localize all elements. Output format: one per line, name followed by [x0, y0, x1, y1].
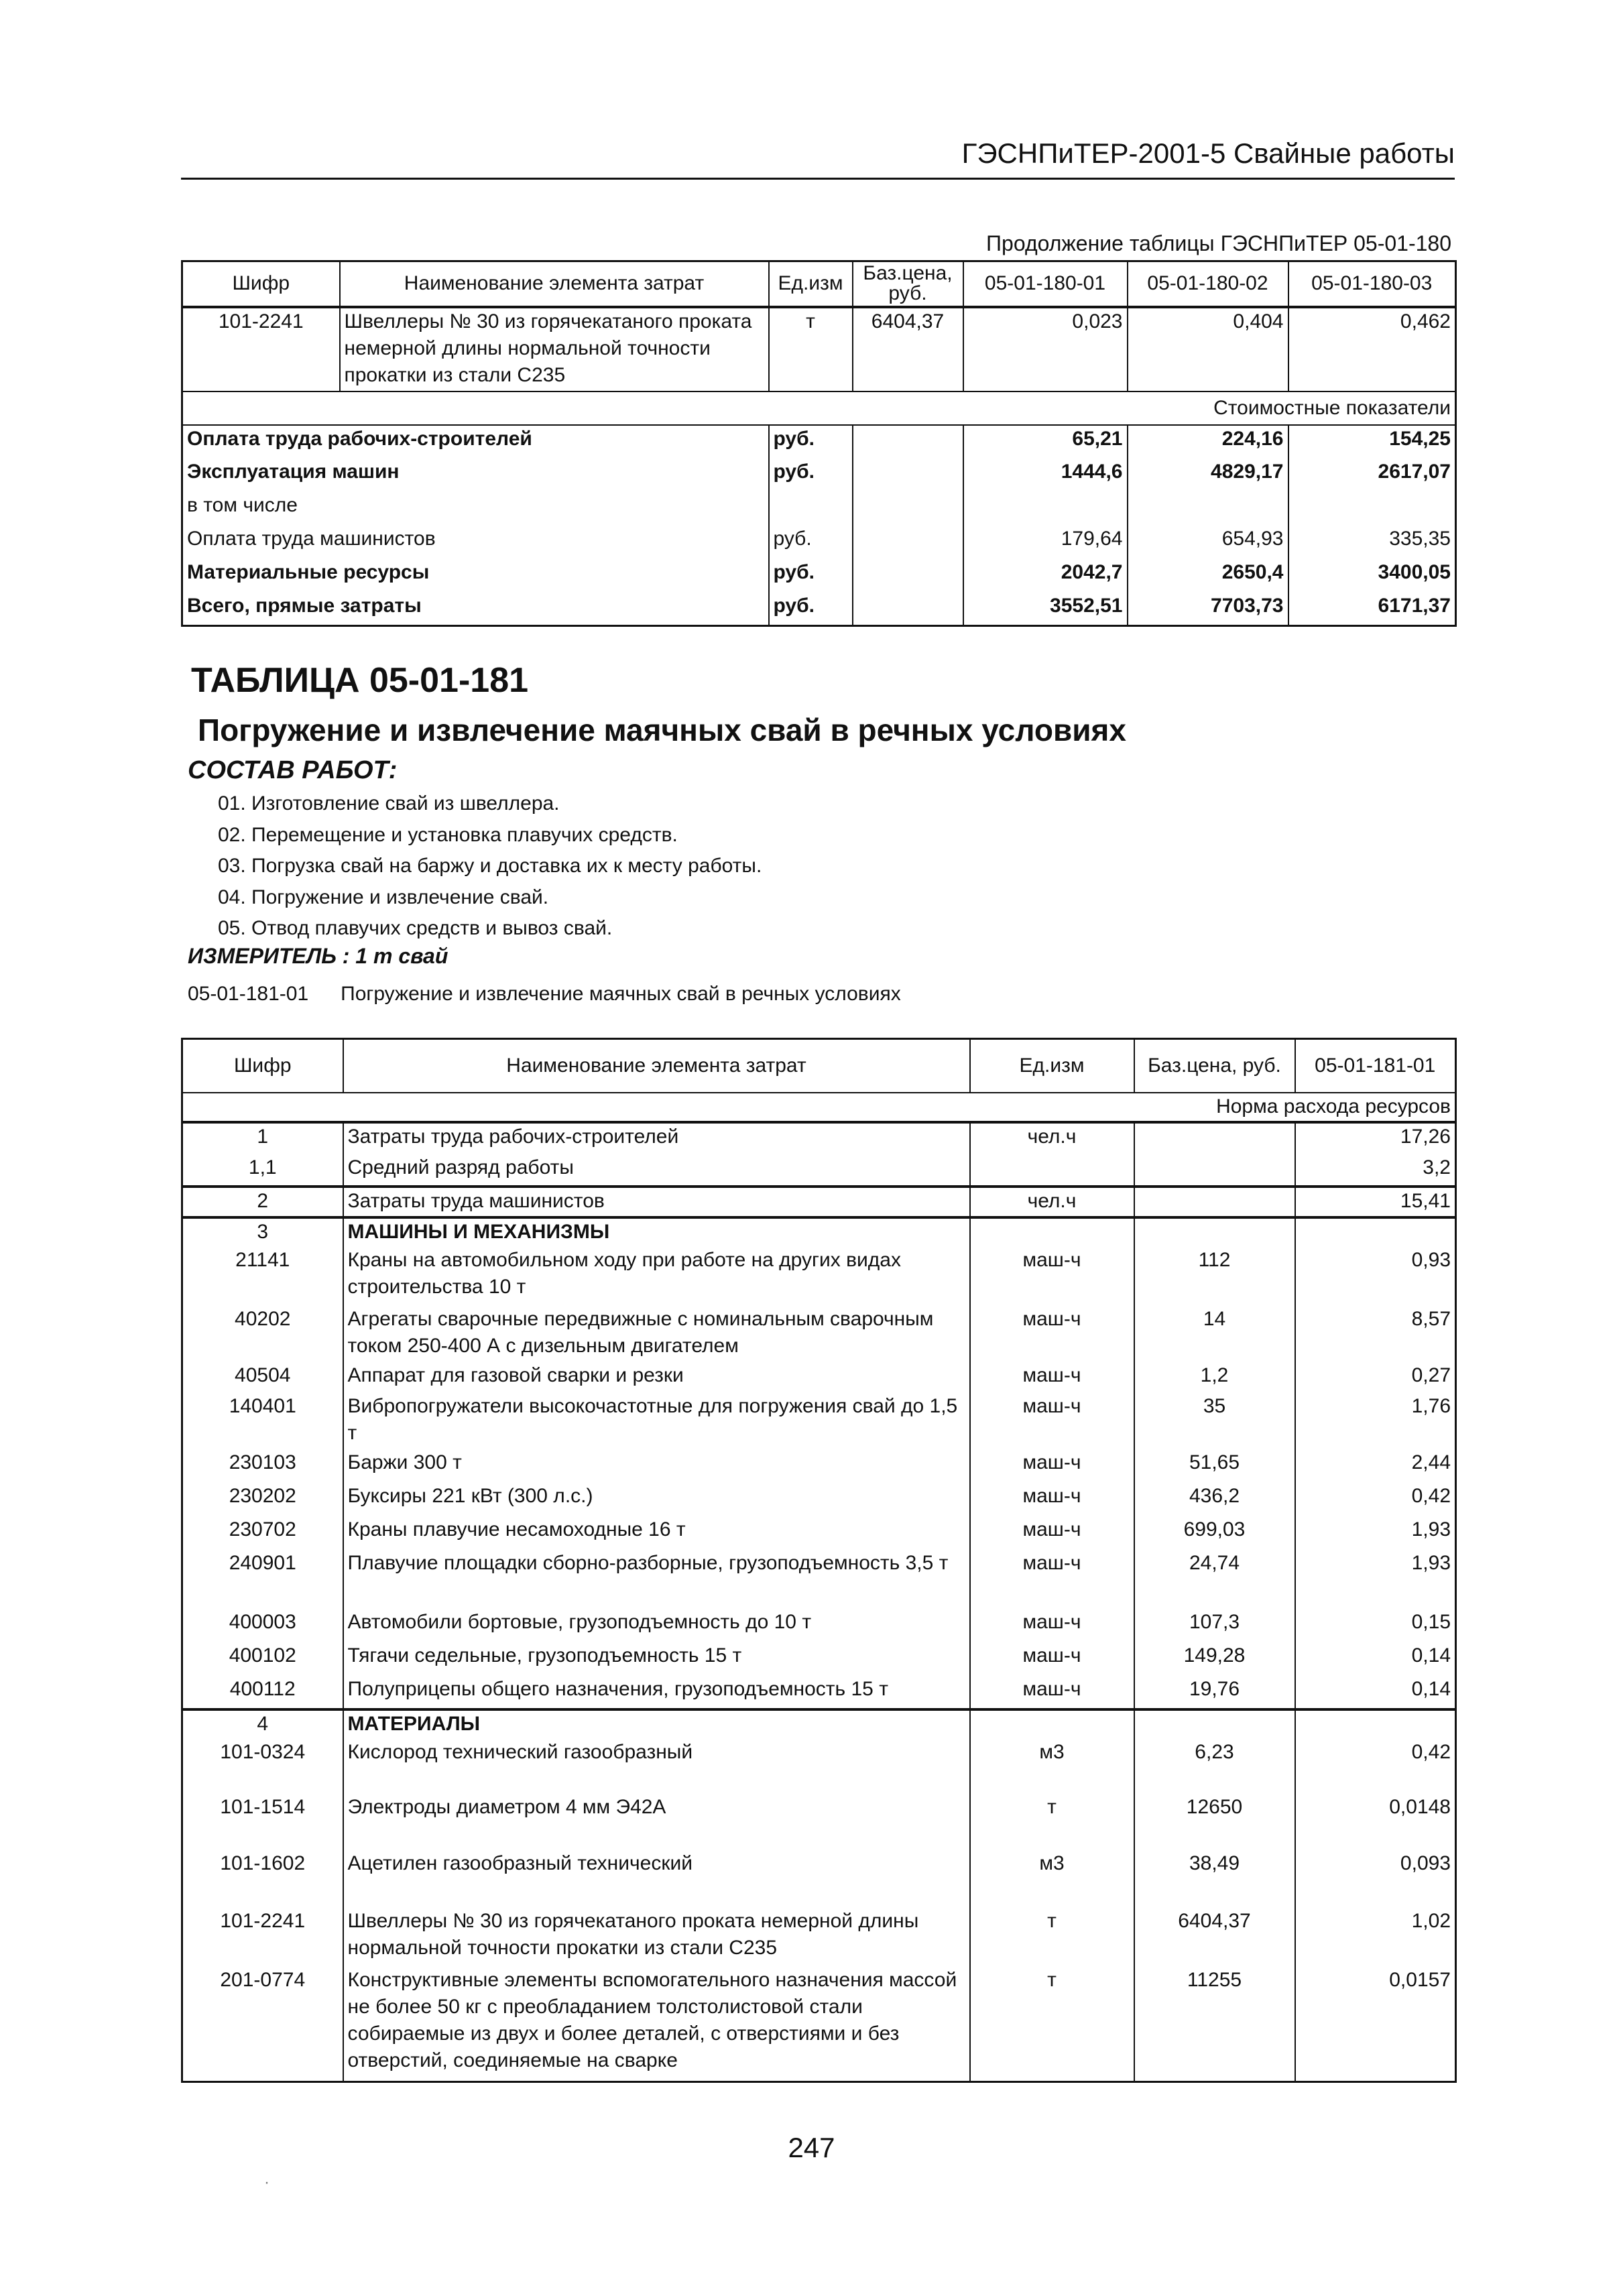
- cost-value-1: [963, 492, 1128, 526]
- row-name: Затраты труда машинистов: [343, 1187, 970, 1217]
- works-item: 01. Изготовление свай из швеллера.: [218, 792, 560, 814]
- cost-value-1: 179,64: [963, 526, 1128, 559]
- row-unit: маш-ч: [970, 1362, 1134, 1393]
- table-header-row: [182, 1039, 1456, 1093]
- table-row: [182, 1794, 1456, 1850]
- row-value: 0,42: [1295, 1483, 1456, 1516]
- row-name: МАШИНЫ И МЕХАНИЗМЫ: [343, 1217, 970, 1247]
- cost-value-1: 65,21: [963, 425, 1128, 459]
- row-value: 1,76: [1295, 1393, 1456, 1449]
- row-unit: маш-ч: [970, 1247, 1134, 1306]
- row-price: 149,28: [1134, 1642, 1295, 1676]
- row-price: 11255: [1134, 1967, 1295, 2082]
- row-price: 1,2: [1134, 1362, 1295, 1393]
- works-item: 03. Погрузка свай на баржу и доставка их к месту работы.: [218, 855, 762, 877]
- row-code: 240901: [182, 1550, 343, 1609]
- measurer: ИЗМЕРИТЕЛЬ : 1 т свай: [188, 944, 448, 968]
- continuation-note: Продолжение таблицы ГЭСНПиТЕР 05-01-180: [986, 231, 1451, 255]
- cost-value-2: 2650,4: [1128, 559, 1288, 593]
- row-name: Швеллеры № 30 из горячекатаного проката немерной длины нормальной точности прокатки из стали С235: [343, 1908, 970, 1967]
- row-name: Агрегаты сварочные передвижные с номинальным сварочным током 250-400 А с дизельным двигателем: [343, 1306, 970, 1362]
- cost-row: [182, 526, 1456, 559]
- section-row: [182, 1217, 1456, 1247]
- row-unit: [970, 1709, 1134, 1739]
- row-price: 6404,37: [1134, 1908, 1295, 1967]
- row-code: 21141: [182, 1247, 343, 1306]
- row-value: 17,26: [1295, 1122, 1456, 1154]
- cost-unit: [769, 492, 853, 526]
- cost-value-2: 7703,73: [1128, 593, 1288, 626]
- row-code: 230202: [182, 1483, 343, 1516]
- row-unit: м3: [970, 1850, 1134, 1908]
- row-unit: т: [769, 307, 853, 391]
- cost-name: Оплата труда машинистов: [182, 526, 769, 559]
- row-price: [1134, 1122, 1295, 1154]
- row-price: 6404,37: [853, 307, 963, 391]
- row-name: Швеллеры № 30 из горячекатаного проката немерной длины нормальной точности прокатки из стали С235: [340, 307, 769, 391]
- row-code: 40202: [182, 1306, 343, 1362]
- page-number: 247: [788, 2132, 835, 2163]
- row-name: Полуприцепы общего назначения, грузоподъемность 15 т: [343, 1676, 970, 1709]
- row-unit: маш-ч: [970, 1609, 1134, 1642]
- row-value: 0,42: [1295, 1739, 1456, 1794]
- cost-name: в том числе: [182, 492, 769, 526]
- row-value-3: 0,462: [1288, 307, 1456, 391]
- row-value: 15,41: [1295, 1187, 1456, 1217]
- cost-value-1: 1444,6: [963, 459, 1128, 492]
- table-row: [182, 1154, 1456, 1187]
- row-code: 230103: [182, 1449, 343, 1483]
- row-code: 1,1: [182, 1154, 343, 1187]
- works-item: 02. Перемещение и установка плавучих средств.: [218, 823, 678, 846]
- cost-row: [182, 559, 1456, 593]
- col-header-unit: Ед.изм: [769, 261, 853, 307]
- cost-row-total: [182, 593, 1456, 626]
- row-value: [1295, 1709, 1456, 1739]
- cost-value-1: 3552,51: [963, 593, 1128, 626]
- table-row: [182, 1642, 1456, 1676]
- row-name: МАТЕРИАЛЫ: [343, 1709, 970, 1739]
- works-title: СОСТАВ РАБОТ:: [188, 756, 398, 784]
- row-value: [1295, 1217, 1456, 1247]
- row-value: 2,44: [1295, 1449, 1456, 1483]
- row-code: 140401: [182, 1393, 343, 1449]
- cost-value-3: 2617,07: [1288, 459, 1456, 492]
- cost-value-1: 2042,7: [963, 559, 1128, 593]
- row-unit: маш-ч: [970, 1642, 1134, 1676]
- table-row: [182, 1850, 1456, 1908]
- row-price: 38,49: [1134, 1850, 1295, 1908]
- section-label-row: [182, 391, 1456, 425]
- table-row: [182, 1187, 1456, 1217]
- row-price: 14: [1134, 1306, 1295, 1362]
- row-price: [1134, 1709, 1295, 1739]
- col-header-price: Баз.цена, руб.: [853, 261, 963, 307]
- cost-name: Материальные ресурсы: [182, 559, 769, 593]
- norm-name: Погружение и извлечение маячных свай в речных условиях: [341, 983, 901, 1005]
- row-unit: т: [970, 1967, 1134, 2082]
- section-label: Стоимостные показатели: [182, 391, 1456, 425]
- cost-name: Всего, прямые затраты: [182, 593, 769, 626]
- cost-value-3: [1288, 492, 1456, 526]
- col-header-code: Шифр: [182, 261, 340, 307]
- row-value: 0,14: [1295, 1676, 1456, 1709]
- row-unit: т: [970, 1794, 1134, 1850]
- row-value: 1,02: [1295, 1908, 1456, 1967]
- row-code: 1: [182, 1122, 343, 1154]
- row-name: Краны плавучие несамоходные 16 т: [343, 1516, 970, 1550]
- works-item: 04. Погружение и извлечение свай.: [218, 886, 549, 908]
- cost-row: [182, 425, 1456, 459]
- row-code: 201-0774: [182, 1967, 343, 2082]
- row-value: 8,57: [1295, 1306, 1456, 1362]
- row-name: Затраты труда рабочих-строителей: [343, 1122, 970, 1154]
- resource-table: [181, 1038, 1457, 2083]
- section-label-row: [182, 1093, 1456, 1122]
- row-value: 1,93: [1295, 1550, 1456, 1609]
- cost-value-3: 3400,05: [1288, 559, 1456, 593]
- row-code: 230702: [182, 1516, 343, 1550]
- table-row: [182, 1967, 1456, 2082]
- row-value: 0,93: [1295, 1247, 1456, 1306]
- col-header-name: Наименование элемента затрат: [343, 1039, 970, 1093]
- table-row: [182, 1449, 1456, 1483]
- col-header-180-03: 05-01-180-03: [1288, 261, 1456, 307]
- works-item: 05. Отвод плавучих средств и вывоз свай.: [218, 917, 613, 939]
- row-value: 0,093: [1295, 1850, 1456, 1908]
- row-price: 112: [1134, 1247, 1295, 1306]
- table-heading: ТАБЛИЦА 05-01-181: [191, 661, 529, 700]
- row-name: Средний разряд работы: [343, 1154, 970, 1187]
- col-header-code: Шифр: [182, 1039, 343, 1093]
- row-value-2: 0,404: [1128, 307, 1288, 391]
- row-value: 1,93: [1295, 1516, 1456, 1550]
- scan-speck: ·: [264, 2173, 269, 2191]
- row-unit: [970, 1154, 1134, 1187]
- document-title: ГЭСНПиТЕР-2001-5 Свайные работы: [961, 137, 1455, 169]
- row-price: 51,65: [1134, 1449, 1295, 1483]
- row-value: 0,0148: [1295, 1794, 1456, 1850]
- cost-unit: руб.: [769, 526, 853, 559]
- row-code: 400112: [182, 1676, 343, 1709]
- row-name: Плавучие площадки сборно-разборные, грузоподъемность 3,5 т: [343, 1550, 970, 1609]
- row-name: Краны на автомобильном ходу при работе на других видах строительства 10 т: [343, 1247, 970, 1306]
- row-unit: маш-ч: [970, 1676, 1134, 1709]
- row-code: 4: [182, 1709, 343, 1739]
- row-value: 3,2: [1295, 1154, 1456, 1187]
- col-header-180-01: 05-01-180-01: [963, 261, 1128, 307]
- table-header-row: [182, 261, 1456, 307]
- col-header-unit: Ед.изм: [970, 1039, 1134, 1093]
- col-header-181-01: 05-01-181-01: [1295, 1039, 1456, 1093]
- cost-unit: руб.: [769, 459, 853, 492]
- table-row: [182, 1550, 1456, 1609]
- row-value-1: 0,023: [963, 307, 1128, 391]
- row-price: [1134, 1187, 1295, 1217]
- row-unit: т: [970, 1908, 1134, 1967]
- row-price: 19,76: [1134, 1676, 1295, 1709]
- cost-name: Эксплуатация машин: [182, 459, 769, 492]
- col-header-price: Баз.цена, руб.: [1134, 1039, 1295, 1093]
- norm-code-line: [188, 983, 901, 1006]
- row-code: 101-1514: [182, 1794, 343, 1850]
- cost-row: [182, 459, 1456, 492]
- row-name: Конструктивные элементы вспомогательного назначения массой не более 50 кг с преобладанием толстолистовой стали собираемые из двух и более деталей, с отверстиями и без отверстий, соединяемые на сварке: [343, 1967, 970, 2082]
- col-header-180-02: 05-01-180-02: [1128, 261, 1288, 307]
- table-row: [182, 1516, 1456, 1550]
- section-label: Норма расхода ресурсов: [182, 1093, 1456, 1122]
- row-value: 0,14: [1295, 1642, 1456, 1676]
- cost-value-2: 224,16: [1128, 425, 1288, 459]
- cost-value-2: [1128, 492, 1288, 526]
- table-row: [182, 307, 1456, 391]
- table-row: [182, 1676, 1456, 1709]
- row-code: 101-1602: [182, 1850, 343, 1908]
- row-price: [1134, 1217, 1295, 1247]
- row-name: Электроды диаметром 4 мм Э42А: [343, 1794, 970, 1850]
- table-row: [182, 1908, 1456, 1967]
- works-list: [218, 788, 762, 945]
- row-price: 436,2: [1134, 1483, 1295, 1516]
- row-price: 12650: [1134, 1794, 1295, 1850]
- cost-value-3: 6171,37: [1288, 593, 1456, 626]
- row-value: 0,15: [1295, 1609, 1456, 1642]
- row-unit: [970, 1217, 1134, 1247]
- row-price: 699,03: [1134, 1516, 1295, 1550]
- row-unit: маш-ч: [970, 1306, 1134, 1362]
- col-header-name: Наименование элемента затрат: [340, 261, 769, 307]
- row-code: 400102: [182, 1642, 343, 1676]
- continuation-table: [181, 260, 1457, 627]
- cost-row: [182, 492, 1456, 526]
- row-unit: чел.ч: [970, 1122, 1134, 1154]
- table-row: [182, 1393, 1456, 1449]
- row-code: 101-0324: [182, 1739, 343, 1794]
- cost-unit: руб.: [769, 559, 853, 593]
- row-code: 2: [182, 1187, 343, 1217]
- table-row: [182, 1609, 1456, 1642]
- row-price: [1134, 1154, 1295, 1187]
- row-code: 40504: [182, 1362, 343, 1393]
- row-unit: м3: [970, 1739, 1134, 1794]
- row-name: Буксиры 221 кВт (300 л.с.): [343, 1483, 970, 1516]
- row-value: 0,0157: [1295, 1967, 1456, 2082]
- page-header: [181, 137, 1455, 180]
- cost-value-3: 335,35: [1288, 526, 1456, 559]
- table-subtitle: Погружение и извлечение маячных свай в речных условиях: [198, 713, 1126, 747]
- row-name: Ацетилен газообразный технический: [343, 1850, 970, 1908]
- row-name: Автомобили бортовые, грузоподъемность до 10 т: [343, 1609, 970, 1642]
- cost-name: Оплата труда рабочих-строителей: [182, 425, 769, 459]
- row-name: Аппарат для газовой сварки и резки: [343, 1362, 970, 1393]
- table-row: [182, 1362, 1456, 1393]
- cost-unit: руб.: [769, 593, 853, 626]
- row-name: Вибропогружатели высокочастотные для погружения свай до 1,5 т: [343, 1393, 970, 1449]
- row-price: 107,3: [1134, 1609, 1295, 1642]
- row-price: 24,74: [1134, 1550, 1295, 1609]
- row-price: 6,23: [1134, 1739, 1295, 1794]
- row-name: Тягачи седельные, грузоподъемность 15 т: [343, 1642, 970, 1676]
- row-code: 400003: [182, 1609, 343, 1642]
- table-row: [182, 1739, 1456, 1794]
- table-row: [182, 1247, 1456, 1306]
- norm-code: 05-01-181-01: [188, 983, 309, 1005]
- row-unit: маш-ч: [970, 1516, 1134, 1550]
- cost-value-2: 654,93: [1128, 526, 1288, 559]
- row-unit: маш-ч: [970, 1449, 1134, 1483]
- table-row: [182, 1122, 1456, 1154]
- row-name: Кислород технический газообразный: [343, 1739, 970, 1794]
- row-code: 101-2241: [182, 1908, 343, 1967]
- row-unit: маш-ч: [970, 1483, 1134, 1516]
- row-code: 3: [182, 1217, 343, 1247]
- row-unit: чел.ч: [970, 1187, 1134, 1217]
- row-unit: маш-ч: [970, 1393, 1134, 1449]
- row-value: 0,27: [1295, 1362, 1456, 1393]
- row-price: 35: [1134, 1393, 1295, 1449]
- row-code: 101-2241: [182, 307, 340, 391]
- cost-value-2: 4829,17: [1128, 459, 1288, 492]
- row-name: Баржи 300 т: [343, 1449, 970, 1483]
- cost-unit: руб.: [769, 425, 853, 459]
- table-row: [182, 1306, 1456, 1362]
- cost-value-3: 154,25: [1288, 425, 1456, 459]
- row-unit: маш-ч: [970, 1550, 1134, 1609]
- table-row: [182, 1483, 1456, 1516]
- section-row: [182, 1709, 1456, 1739]
